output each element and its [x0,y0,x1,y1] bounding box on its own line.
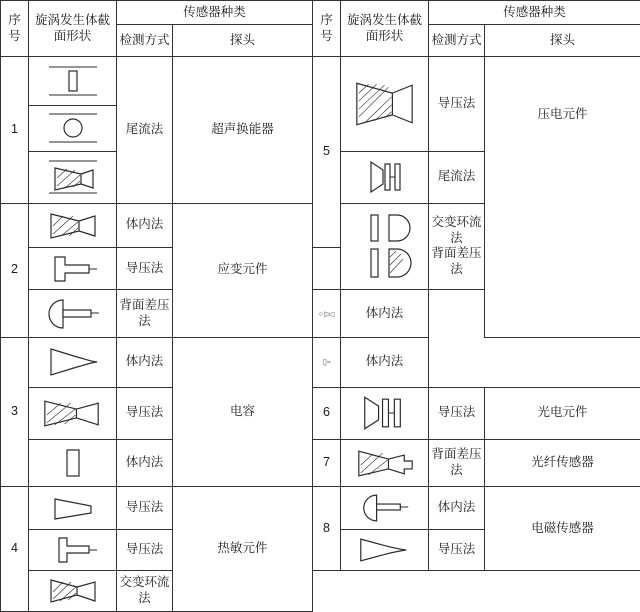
shape-cell-trapezoid-hatched-2 [29,387,117,439]
shape-cell-trapezoid-plain [29,487,117,529]
table-row [1,387,640,439]
detect-cell-left-4-3 [117,570,173,611]
shape-cell-bar-and-halfmoon [341,203,429,290]
probe-cell-left-1: 超声换能器 [173,57,313,203]
shape-cell-double-arrow-H-2 [341,387,429,439]
seq-cell-left-4: 4 [1,487,29,612]
header-detect-method-right: 检测方式 [429,24,485,57]
header-probe-left: 探头 [173,24,313,57]
shape-cell-halfmoon-stem [341,487,429,529]
seq-cell-right-5: 5 [313,57,341,248]
shape-cell-trapezoid-hatched [29,203,117,247]
detect-cell-left-4-1: 导压法 [117,487,173,529]
shape-cell-tee-small [313,337,341,387]
detect-cell-left-4-2: 导压法 [117,529,173,570]
shape-cell-diamond-trapezoid [313,290,341,338]
table-row [1,487,640,529]
seq-cell-left-1: 1 [1,57,29,203]
probe-cell-left-2: 应变元件 [173,203,313,337]
detect-cell-right-5-6: 体内法 [341,337,429,387]
shape-cell-bullet-shape [29,337,117,387]
empty-right-bottom [313,570,640,611]
table-row [1,439,640,487]
header-body-shape-right: 旋涡发生体截面形状 [341,1,429,57]
header-seq-right: 序号 [313,1,341,57]
header-probe-right: 探头 [485,24,640,57]
detect-cell-left-1-1: 尾流法 [117,57,173,203]
table-row [1,570,640,611]
detect-cell-right-8-2: 导压法 [429,529,485,570]
header-sensor-kind-right: 传感器种类 [429,1,640,25]
header-seq-left: 序号 [1,1,29,57]
detect-text-3a: 交变环流法 [431,215,482,245]
detect-text-2-3a: 背面差压法 [119,297,170,328]
seq-cell-right-8: 8 [313,487,341,570]
header-detect-method-left: 检测方式 [117,24,173,57]
detect-cell-right-6: 导压法 [429,387,485,439]
detect-cell-left-2-1: 体内法 [117,203,173,247]
detect-cell-left-3-2: 导压法 [117,387,173,439]
detect-cell-right-5-2: 尾流法 [429,151,485,203]
detect-text-3b: 背面差压法 [431,246,482,277]
detect-cell-right-5-3 [429,203,485,290]
table-header-row-1 [1,1,640,25]
probe-cell-left-3: 电容 [173,337,313,486]
seq-cell-right-7: 7 [313,439,341,487]
seq-cell-left-3: 3 [1,337,29,486]
shape-cell-rect-vertical [29,439,117,487]
detect-cell-right-5-1: 导压法 [429,57,485,151]
detect-text-4-3: 交变环流法 [119,575,170,605]
probe-cell-right-6: 光电元件 [485,387,640,439]
shape-cell-mushroom-shape [29,290,117,338]
shape-cell-tee-shape [29,247,117,289]
table-row [1,337,640,387]
detect-cell-left-2-3 [117,290,173,338]
shape-cell-trapezoid-hatched-3 [29,570,117,611]
seq-cell-right-6: 6 [313,387,341,439]
header-sensor-kind-left: 传感器种类 [117,1,313,25]
probe-cell-right-5: 压电元件 [485,57,640,338]
shape-cell-circle-in-bracket [29,106,117,152]
detect-cell-left-2-2: 导压法 [117,247,173,289]
probe-cell-right-8: 电磁传感器 [485,487,640,570]
detect-cell-right-8-1: 体内法 [429,487,485,529]
seq-cell-left-2: 2 [1,203,29,337]
detect-cell-left-3-3: 体内法 [117,439,173,487]
shape-cell-trapezoid-hatched-big [341,57,429,151]
probe-cell-left-4: 热敏元件 [173,487,313,612]
shape-cell-tee-shape-2 [29,529,117,570]
shape-cell-bar-vertical-in-bracket [29,57,117,106]
shape-cell-trapezoid-step [341,439,429,487]
table-row [1,57,640,106]
shape-cell-double-arrow-H [341,151,429,203]
detect-text-7: 背面差压法 [431,447,482,478]
probe-cell-right-7: 光纤传感器 [485,439,640,487]
header-body-shape-left: 旋涡发生体截面形状 [29,1,117,57]
detect-cell-left-3-1: 体内法 [117,337,173,387]
shape-cell-trapezoid-hatched-small [29,151,117,203]
shape-cell-bullet-shape-2 [341,529,429,570]
detect-cell-right-5-5: 体内法 [341,290,429,338]
detect-cell-right-7 [429,439,485,487]
